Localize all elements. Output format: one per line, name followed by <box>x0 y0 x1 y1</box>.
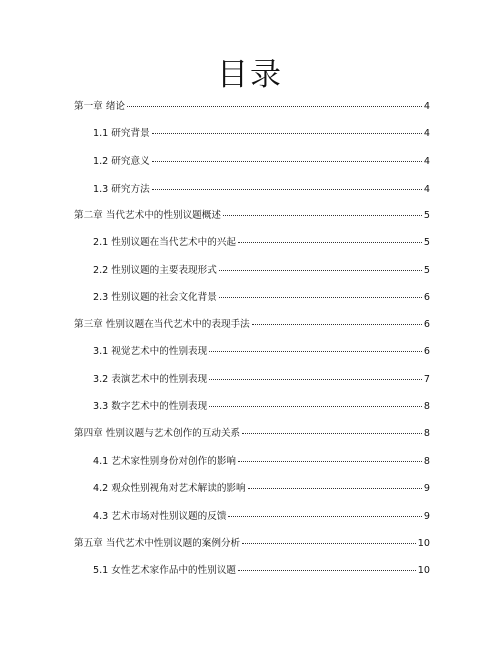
toc-entry-label: 4.2 观众性别视角对艺术解读的影响 <box>93 483 246 494</box>
toc-entry-label: 1.1 研究背景 <box>93 128 150 139</box>
toc-entry-3-1[interactable] <box>93 345 430 359</box>
toc-entry-page: 6 <box>423 292 430 303</box>
toc-entry-label: 4.1 艺术家性别身份对创作的影响 <box>93 456 237 467</box>
toc-entry-page: 5 <box>423 237 430 248</box>
toc-entry-2-3[interactable] <box>93 291 430 305</box>
toc-entry-page: 4 <box>423 184 430 195</box>
toc-entry-chapter-1[interactable] <box>74 100 430 114</box>
toc-entry-page: 8 <box>423 401 430 412</box>
dot-leader <box>223 215 422 216</box>
toc-entry-label: 第一章 绪论 <box>74 101 126 112</box>
toc-entry-5-1[interactable] <box>93 564 430 578</box>
toc-entry-label: 第三章 性别议题在当代艺术中的表现手法 <box>74 319 250 330</box>
page-title: 目录 <box>217 57 283 93</box>
toc-entry-label: 第五章 当代艺术中性别议题的案例分析 <box>74 538 241 549</box>
toc-entry-page: 10 <box>417 565 430 576</box>
toc-entry-label: 3.2 表演艺术中的性别表现 <box>93 374 208 385</box>
toc-entry-page: 6 <box>423 319 430 330</box>
dot-leader <box>209 379 422 380</box>
dot-leader <box>228 516 421 517</box>
toc-entry-page: 8 <box>423 428 430 439</box>
toc-entry-page: 4 <box>423 156 430 167</box>
toc-entry-page: 4 <box>423 128 430 139</box>
toc-entry-1-1[interactable] <box>93 127 430 141</box>
dot-leader <box>238 570 416 571</box>
toc-entry-4-1[interactable] <box>93 455 430 469</box>
toc-entry-3-3[interactable] <box>93 400 430 414</box>
dot-leader <box>127 106 422 107</box>
toc-entry-page: 4 <box>423 101 430 112</box>
toc-entry-label: 1.3 研究方法 <box>93 184 150 195</box>
dot-leader <box>248 488 422 489</box>
toc-entry-chapter-5[interactable] <box>74 537 430 551</box>
toc-entry-2-2[interactable] <box>93 264 430 278</box>
toc-entry-page: 7 <box>423 374 430 385</box>
dot-leader <box>219 297 422 298</box>
dot-leader <box>238 242 422 243</box>
toc-entry-page: 5 <box>423 265 430 276</box>
toc-entry-page: 5 <box>423 210 430 221</box>
toc-entry-page: 6 <box>423 346 430 357</box>
toc-entry-chapter-3[interactable] <box>74 318 430 332</box>
toc-entry-2-1[interactable] <box>93 236 430 250</box>
toc-entry-4-3[interactable] <box>93 510 430 524</box>
toc-entry-label: 2.3 性别议题的社会文化背景 <box>93 292 217 303</box>
toc-entry-label: 5.1 女性艺术家作品中的性别议题 <box>93 565 237 576</box>
dot-leader <box>152 189 422 190</box>
toc-entry-chapter-4[interactable] <box>74 427 430 441</box>
toc-entry-label: 3.1 视觉艺术中的性别表现 <box>93 346 208 357</box>
toc-entry-label: 4.3 艺术市场对性别议题的反馈 <box>93 511 227 522</box>
toc-entry-page: 10 <box>417 538 430 549</box>
dot-leader <box>242 433 422 434</box>
toc-entry-4-2[interactable] <box>93 482 430 496</box>
toc-entry-page: 9 <box>423 511 430 522</box>
dot-leader <box>209 351 422 352</box>
toc-entry-3-2[interactable] <box>93 373 430 387</box>
toc-entry-1-3[interactable] <box>93 183 430 197</box>
dot-leader <box>152 161 422 162</box>
dot-leader <box>242 543 416 544</box>
toc-entry-page: 8 <box>423 456 430 467</box>
dot-leader <box>252 324 422 325</box>
toc-entry-label: 1.2 研究意义 <box>93 156 150 167</box>
toc-entry-1-2[interactable] <box>93 155 430 169</box>
toc-entry-label: 第二章 当代艺术中的性别议题概述 <box>74 210 221 221</box>
toc-entry-page: 9 <box>423 483 430 494</box>
toc-entry-label: 2.1 性别议题在当代艺术中的兴起 <box>93 237 237 248</box>
dot-leader <box>238 461 422 462</box>
dot-leader <box>219 270 422 271</box>
toc-entry-chapter-2[interactable] <box>74 209 430 223</box>
toc-entry-label: 3.3 数字艺术中的性别表现 <box>93 401 208 412</box>
dot-leader <box>209 406 422 407</box>
toc-entry-label: 第四章 性别议题与艺术创作的互动关系 <box>74 428 241 439</box>
toc-entry-label: 2.2 性别议题的主要表现形式 <box>93 265 217 276</box>
dot-leader <box>152 133 422 134</box>
